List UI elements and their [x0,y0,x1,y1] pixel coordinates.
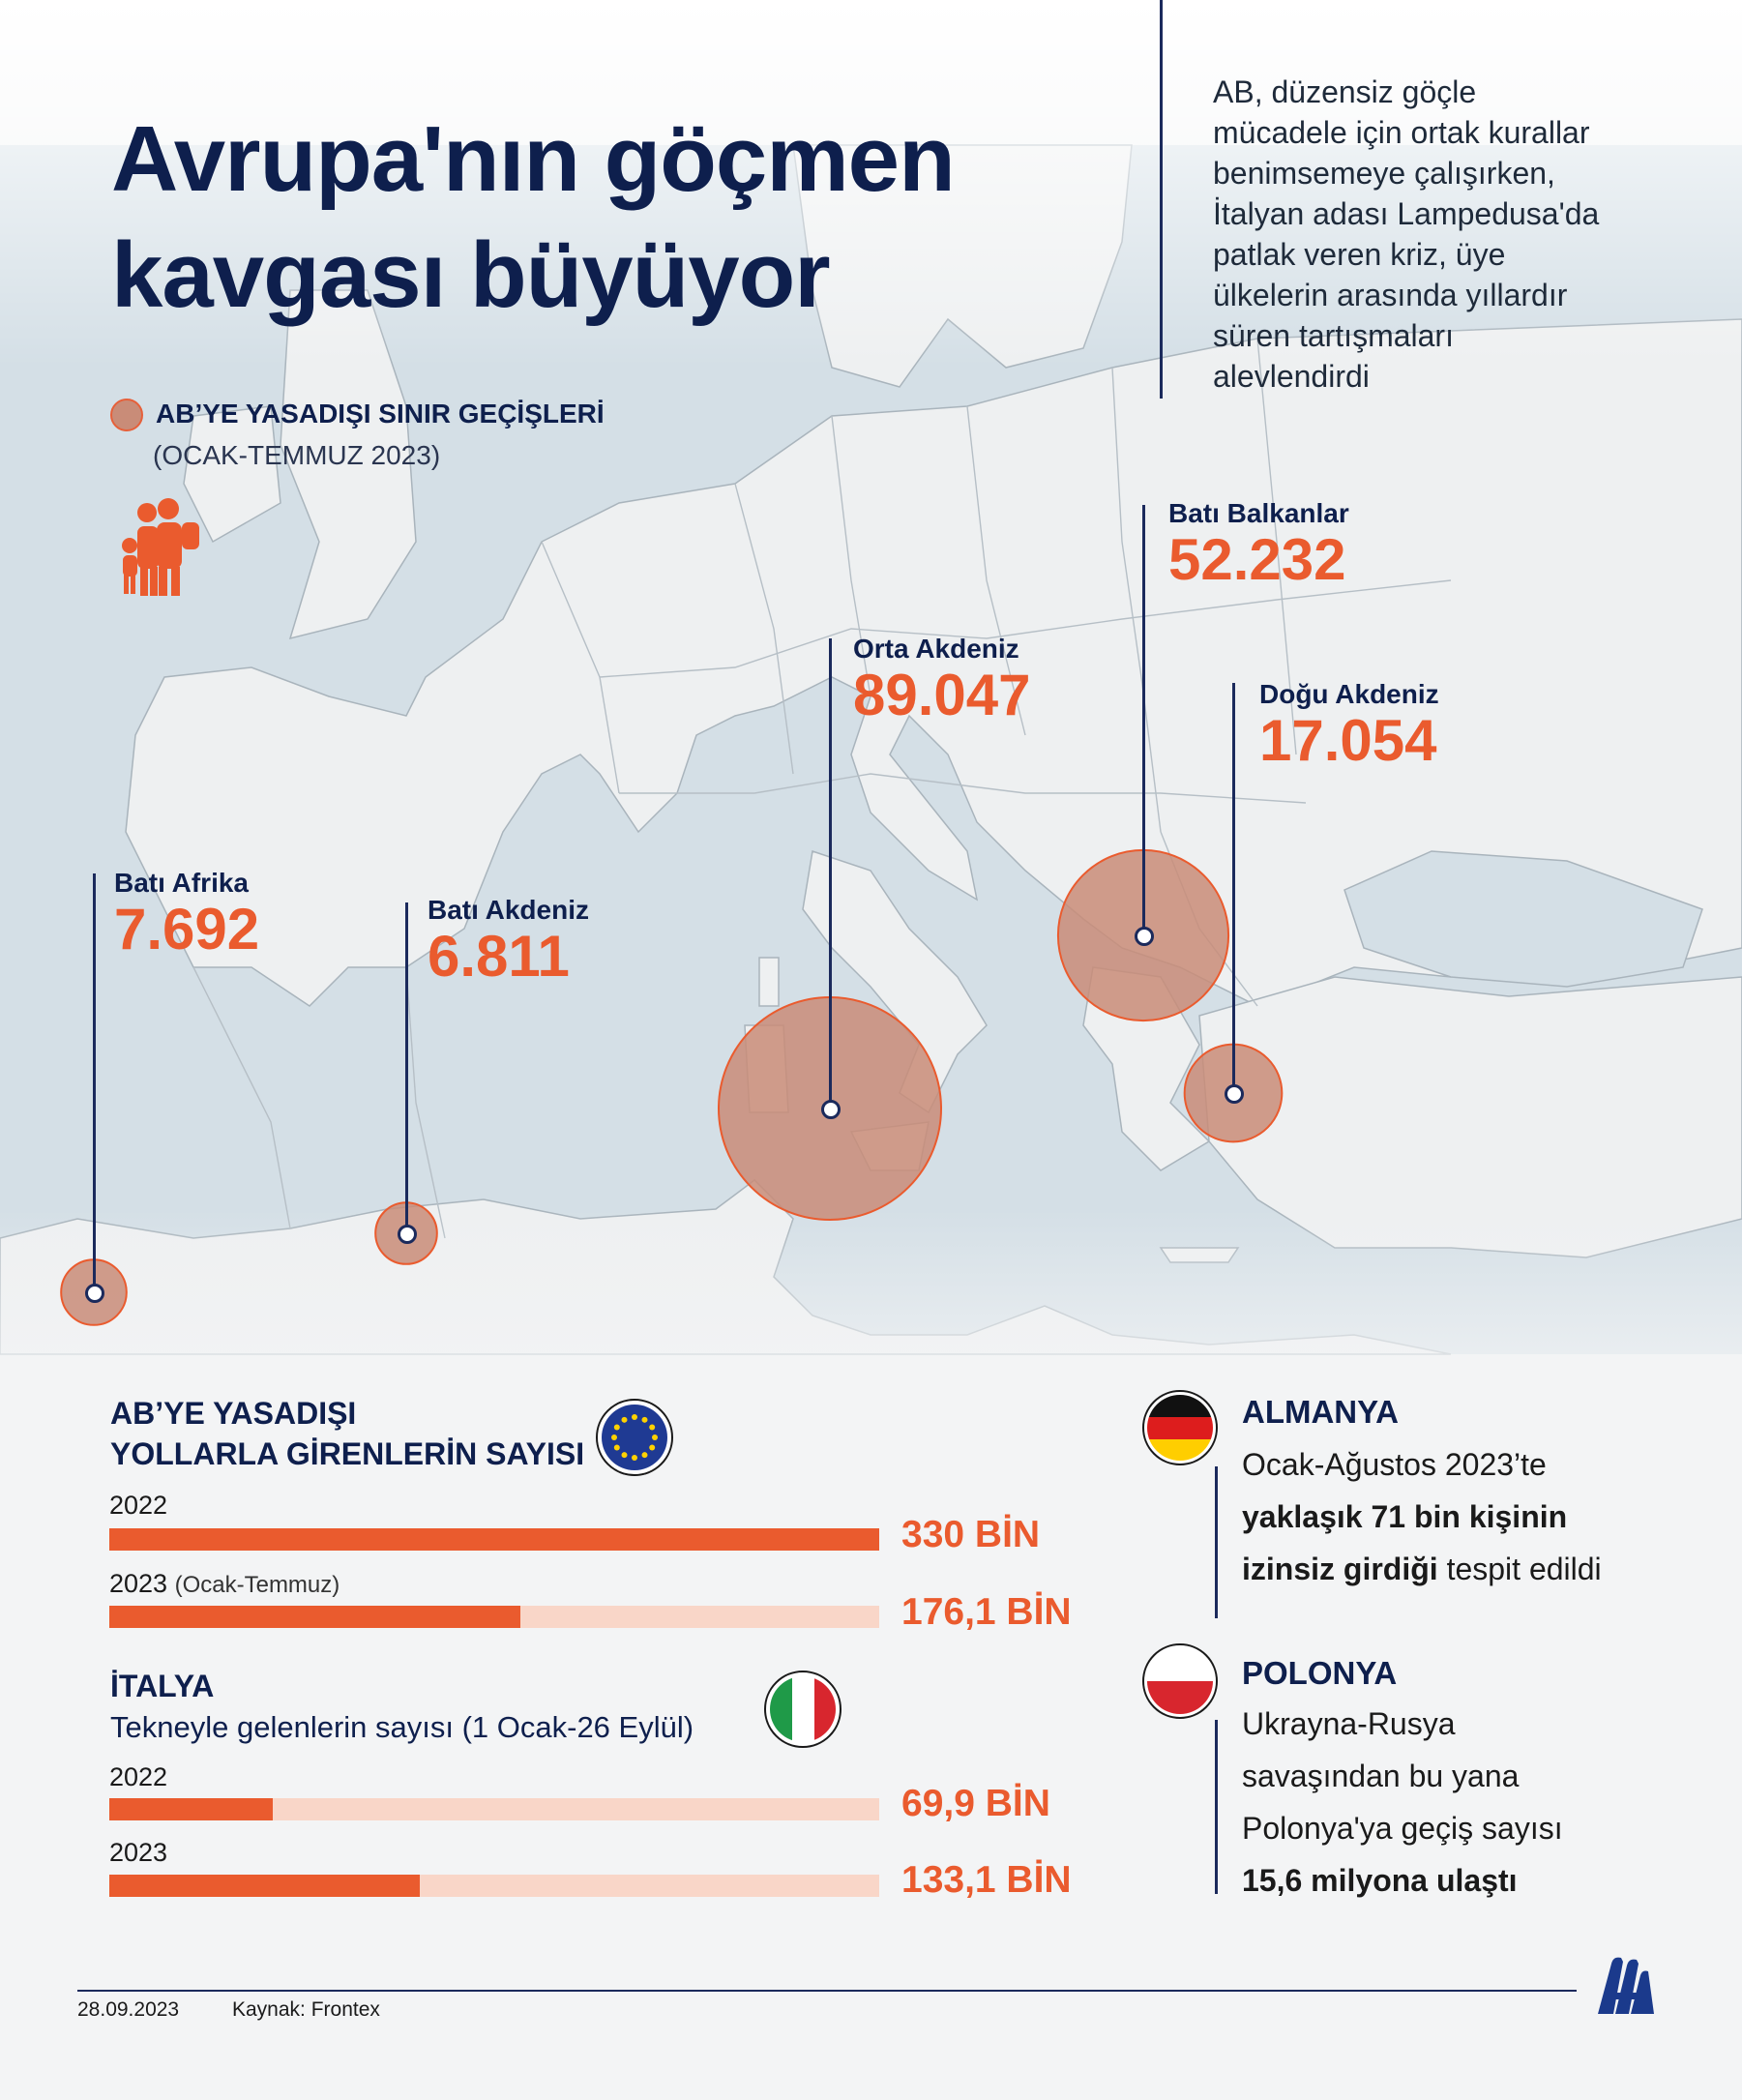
italy-section-title: İTALYA [110,1669,215,1703]
poland-line: Ukrayna-Rusya [1242,1706,1456,1741]
route-line-bati-akdeniz [405,902,408,1233]
route-bati-afrika [114,868,259,961]
eu-title-line-1: AB’YE YASADIŞI [110,1396,357,1431]
eu-star-icon [632,1414,637,1420]
eu-bar-track-2022 [109,1528,879,1551]
route-label: Batı Afrika [114,868,250,898]
route-value: 6.811 [428,924,570,989]
eu-star-icon [614,1425,620,1431]
route-label: Doğu Akdeniz [1259,679,1439,709]
route-label: Orta Akdeniz [853,634,1019,664]
route-value: 7.692 [114,897,260,961]
eu-star-icon [642,1417,648,1423]
intro-line: İtalyan adası Lampedusa'da [1213,196,1600,231]
poland-line: savaşından bu yana [1242,1759,1520,1793]
eu-flag-icon [595,1398,674,1477]
title-line-2: kavgası büyüyor [111,223,830,327]
intro-line: alevlendirdi [1213,359,1370,394]
italy-bar-track-2023 [109,1875,879,1897]
eu-star-icon [652,1435,658,1440]
germany-title: ALMANYA [1242,1394,1399,1430]
route-line-orta-akdeniz [829,638,832,1109]
route-orta-akdeniz [853,634,1031,726]
footer-divider [77,1990,1577,1992]
eu-bar-track-2023 [109,1606,879,1628]
poland-text [1242,1698,1563,1907]
poland-line: Polonya'ya geçiş sayısı [1242,1811,1563,1846]
italy-bar-fill-2023 [109,1875,420,1897]
italy-flag-icon [763,1670,842,1749]
germany-text [1242,1438,1602,1595]
title-line-1: Avrupa'nın göçmen [111,107,955,211]
eu-bar-fill-2022 [109,1528,879,1551]
germany-flag-icon [1141,1389,1219,1466]
eu-title-line-2: YOLLARLA GİRENLERİN SAYISI [110,1436,585,1471]
italy-bar-track-2022 [109,1798,879,1820]
eu-star-icon [622,1452,628,1458]
eu-bar-year-2023 [109,1569,340,1599]
intro-line: benimsemeye çalışırken, [1213,156,1555,191]
italy-bar-year: 2022 [109,1762,168,1791]
eu-star-icon [614,1445,620,1451]
germany-line-rest: tespit edildi [1437,1552,1602,1586]
route-dot-bati-akdeniz [398,1225,417,1244]
intro-line: patlak veren kriz, üye [1213,237,1506,272]
aa-logo-icon [1594,1954,1658,2014]
eu-star-icon [649,1425,655,1431]
eu-bar-value: 176,1 BİN [901,1591,1072,1633]
eu-bar-fill-2023 [109,1606,520,1628]
intro-line: süren tartışmaları [1213,318,1454,353]
footer-date: 28.09.2023 [77,1998,180,2021]
eu-section-title [110,1393,584,1474]
route-dot-dogu-akdeniz [1225,1084,1244,1104]
legend-title: AB’YE YASADIŞI SINIR GEÇİŞLERİ [156,399,605,429]
route-label: Batı Balkanlar [1168,498,1349,528]
route-label: Batı Akdeniz [428,895,589,925]
route-dot-bati-balkanlar [1135,927,1154,946]
germany-line-bold: yaklaşık 71 bin kişinin [1242,1499,1568,1534]
eu-bar-value: 330 BİN [901,1514,1041,1555]
eu-star-icon [649,1445,655,1451]
legend-subtitle: (OCAK-TEMMUZ 2023) [153,440,441,470]
germany-line-bold: izinsiz girdiği [1242,1552,1438,1586]
italy-bar-value: 69,9 BİN [901,1783,1050,1824]
route-value: 17.054 [1259,708,1437,773]
poland-line-bold: 15,6 milyona ulaştı [1242,1863,1518,1898]
route-value: 52.232 [1168,527,1346,592]
intro-line: AB, düzensiz göçle [1213,74,1477,109]
route-dot-bati-afrika [85,1284,104,1303]
route-line-dogu-akdeniz [1232,683,1235,1093]
italy-bar-fill-2022 [109,1798,273,1820]
route-line-bati-afrika [93,873,96,1292]
germany-divider [1215,1466,1218,1618]
eu-bar-year: 2022 [109,1491,168,1520]
eu-star-icon [632,1455,637,1461]
eu-star-icon [642,1452,648,1458]
footer-source: Kaynak: Frontex [232,1998,380,2021]
italy-section-subtitle: Tekneyle gelenlerin sayısı (1 Ocak-26 Eylül) [110,1710,694,1744]
italy-bar-year: 2023 [109,1838,168,1867]
eu-bar-year: 2023 [109,1569,168,1598]
poland-title: POLONYA [1242,1655,1398,1691]
eu-star-icon [611,1435,617,1440]
poland-divider [1215,1720,1218,1894]
intro-line: mücadele için ortak kurallar [1213,115,1590,150]
italy-bar-value: 133,1 BİN [901,1859,1072,1901]
eu-star-icon [622,1417,628,1423]
poland-flag-icon [1141,1642,1219,1720]
route-dogu-akdeniz [1259,679,1439,772]
route-dot-orta-akdeniz [821,1100,841,1119]
germany-line: Ocak-Ağustos 2023’te [1242,1447,1547,1482]
route-value: 89.047 [853,663,1031,727]
route-bati-akdeniz [428,895,589,988]
route-bati-balkanlar [1168,498,1349,591]
route-line-bati-balkanlar [1142,505,1145,935]
intro-line: ülkelerin arasında yıllardır [1213,278,1568,312]
eu-bar-note: (Ocak-Temmuz) [174,1572,340,1598]
